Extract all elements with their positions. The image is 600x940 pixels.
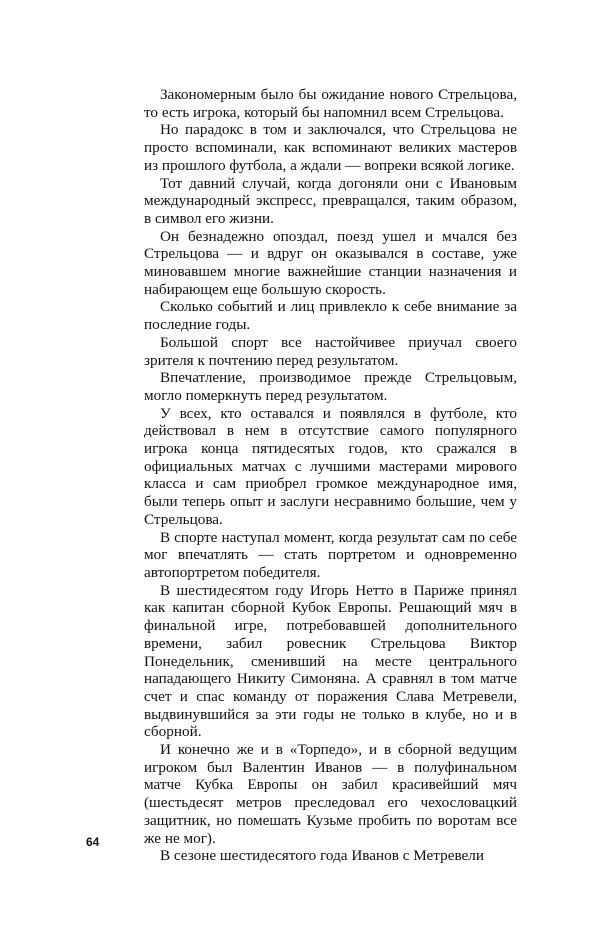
paragraph-10: В шестидесятом году Игорь Нетто в Париже принял как капитан сборной Кубок Европы. Решающий мяч в финальной игре, потребовавшей дополнительного времени, забил ровесник Стрельцова Виктор Понедельник, сменивший на месте центрального нападающего Никиту Симоняна. А сравнял в том матче счет и спас команду от поражения Слава Метревели, выдвинувшийся за эти годы не только в клубе, но и в сборной. [144, 581, 517, 741]
page-body-text [144, 86, 517, 865]
page-number: 64 [86, 835, 100, 849]
paragraph-12: В сезоне шестидесятого года Иванов с Метревели [159, 847, 484, 865]
paragraph-5: Сколько событий и лиц привлекло к себе внимание за последние годы. [144, 298, 517, 334]
paragraph-1: Закономерным было бы ожидание нового Стрельцова, то есть игрока, который бы напомнил всем Стрельцова. [144, 86, 517, 121]
paragraph-9: В спорте наступал момент, когда результат сам по себе мог впечатлять — стать портретом и одновременно автопортретом победителя. [144, 528, 517, 581]
paragraph-3: Тот давний случай, когда догоняли они с Ивановым международный экспресс, превращался, таким образом, в символ его жизни. [144, 174, 517, 227]
paragraph-7: Впечатление, производимое прежде Стрельцовым, могло померкнуть перед результатом. [144, 369, 517, 404]
paragraph-11: И конечно же и в «Торпедо», и в сборной ведущим игроком был Валентин Иванов — в полуфинальном матче Кубка Европы он забил красивейший мяч (шестьдесят метров преследовал его чехословацкий защитник, но помешать Кузьме пробить по воротам все же не мог). [144, 741, 517, 847]
paragraph-6: Большой спорт все настойчивее приучал своего зрителя к почтению перед результатом. [144, 333, 517, 369]
paragraph-8: У всех, кто оставался и появлялся в футболе, кто действовал в нем в отсутствие самого популярного игрока конца пятидесятых годов, кто сражался в официальных матчах с лучшими мастерами мирового класса и сам приобрел громкое международное имя, были теперь опыт и заслуги несравнимо большие, чем у Стрельцова. [144, 404, 517, 528]
paragraph-4: Он безнадежно опоздал, поезд ушел и мчался без Стрельцова — и вдруг он оказывался в составе, уже миновавшем многие важнейшие станции назначения и набирающем еще большую скорость. [144, 227, 517, 298]
paragraph-2: Но парадокс в том и заключался, что Стрельцова не просто вспоминали, как вспоминают великих мастеров из прошлого футбола, а ждали — вопреки всякой логике. [144, 121, 517, 174]
